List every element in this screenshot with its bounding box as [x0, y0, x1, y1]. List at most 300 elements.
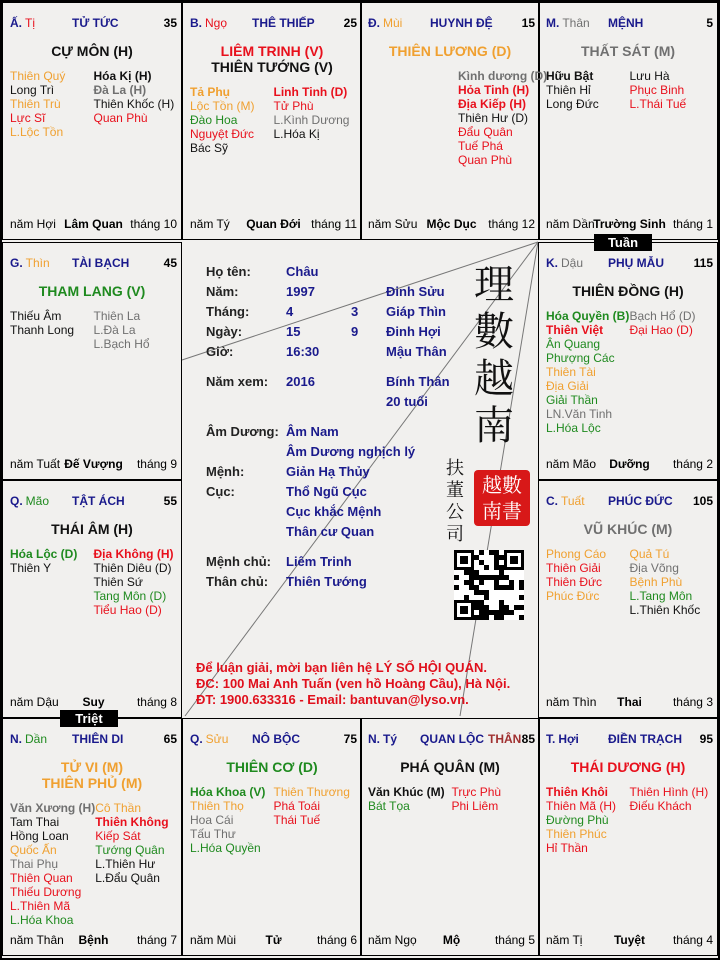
minor-stars [10, 547, 177, 617]
minor-star: Nguyệt Đức [190, 127, 255, 141]
palace-branch: Dậu [561, 256, 584, 270]
minor-star: Hóa Quyền (B) [546, 309, 630, 323]
main-stars [3, 43, 181, 59]
minor-star: Tam Thai [10, 815, 60, 829]
main-star: THIÊN PHỦ (M) [41, 775, 143, 791]
qr-module [479, 550, 484, 555]
minor-star: Thai Phụ [10, 857, 59, 871]
star-column-right [274, 785, 358, 855]
minor-star: Thiên Tài [546, 365, 596, 379]
palace-header [10, 732, 177, 748]
main-stars [183, 43, 361, 75]
palace-year: năm Mão [546, 457, 597, 471]
minor-star: Phục Binh [629, 83, 685, 97]
value-day-solar: 15 [286, 324, 301, 339]
value-view-year-cc: Bính Thân [386, 374, 450, 389]
palace-prefix: N. [10, 732, 22, 746]
minor-star: L.Đẩu Quân [95, 871, 160, 885]
main-stars [3, 521, 181, 537]
palace-branch: Tý [383, 732, 398, 746]
minor-star: Thiên Thương [273, 785, 350, 799]
minor-star: Địa Giải [546, 379, 589, 393]
palace-age: 15 [521, 16, 535, 30]
minor-star: Lưu Hà [629, 69, 670, 83]
palace-mao[interactable] [2, 480, 182, 718]
qr-module [519, 615, 524, 620]
minor-star: Tuế Phá [458, 139, 503, 153]
palace-footer [546, 933, 713, 947]
minor-star: Tiểu Hao (D) [93, 603, 162, 617]
qr-module [454, 575, 459, 580]
palace-name-group [608, 732, 682, 746]
minor-star: Văn Xương (H) [10, 801, 96, 815]
minor-stars [10, 309, 177, 351]
label-cuc: Cục: [206, 484, 235, 499]
palace-dan[interactable] [2, 718, 182, 956]
star-column-left [10, 69, 94, 139]
palace-prefix: B. [190, 16, 202, 30]
qr-module [469, 585, 474, 590]
palace-year: năm Hợi [10, 217, 56, 231]
minor-star: Đà La (H) [93, 83, 147, 97]
minor-star: Hóa Khoa (V) [190, 785, 266, 799]
minor-star: Tử Phù [273, 99, 314, 113]
palace-footer [546, 457, 713, 471]
palace-header [546, 16, 713, 32]
palace-branch: Mão [25, 494, 50, 508]
star-column-left [368, 785, 452, 813]
star-column-left [546, 69, 630, 111]
palace-mui[interactable] [360, 2, 548, 240]
palace-footer [10, 457, 177, 471]
minor-star: L.Đà La [93, 323, 136, 337]
palace-name: PHỤ MẪU [608, 256, 664, 270]
qr-module [514, 605, 519, 610]
minor-star: Thiên Khôi [546, 785, 608, 799]
palace-year: năm Tị [546, 933, 583, 947]
palace-prefix: M. [546, 16, 560, 30]
chart-info-center [184, 244, 540, 720]
qr-module [484, 615, 489, 620]
palace-name-group [72, 732, 123, 746]
palace-footer [190, 933, 357, 947]
life-stage: Bệnh [78, 933, 109, 947]
life-stage: Thai [617, 695, 642, 709]
minor-star: Thiên Thọ [190, 799, 244, 813]
value-year: 1997 [286, 284, 315, 299]
star-column-left [10, 309, 94, 351]
minor-star: Tả Phụ [190, 85, 231, 99]
minor-star: Ân Quang [546, 337, 601, 351]
palace-footer [546, 695, 713, 709]
palace-dau[interactable] [538, 242, 718, 480]
palace-name-group [430, 16, 493, 30]
minor-star: Phượng Các [546, 351, 615, 365]
qr-module [499, 615, 504, 620]
qr-module [460, 606, 468, 614]
main-stars [539, 283, 717, 299]
minor-star: Thiên Giải [546, 561, 601, 575]
minor-star: Lộc Tồn (M) [190, 99, 255, 113]
minor-stars [546, 785, 713, 855]
label-menh: Mệnh: [206, 464, 245, 479]
qr-module [479, 575, 484, 580]
palace-age: 105 [692, 494, 713, 508]
minor-star: Long Trì [10, 83, 55, 97]
palace-branch: Thìn [25, 256, 50, 270]
main-star: THÁI ÂM (H) [51, 521, 133, 537]
minor-star: LN.Văn Tinh [546, 407, 613, 421]
palace-month: tháng 3 [672, 695, 713, 709]
palace-footer [368, 933, 535, 947]
minor-star: Hỉ Thần [546, 841, 588, 855]
palace-month: tháng 5 [494, 933, 535, 947]
value-year-cc: Đinh Sửu [386, 284, 445, 299]
palace-name: THIÊN DI [72, 732, 124, 746]
minor-star: Thiên Quan [10, 871, 73, 885]
palace-name: TẬT ÁCH [72, 494, 125, 508]
minor-star: Tướng Quân [95, 843, 165, 857]
minor-star: Thiên Quý [10, 69, 66, 83]
palace-year: năm Tuất [10, 457, 61, 471]
qr-code[interactable] [454, 550, 524, 620]
palace-branch: Tị [25, 16, 35, 30]
value-cuc: Thổ Ngũ Cục [286, 484, 367, 499]
minor-star: L.Tang Môn [629, 589, 693, 603]
main-stars [3, 759, 181, 791]
qr-module [489, 550, 494, 555]
palace-than[interactable] [538, 2, 718, 240]
palace-footer [10, 217, 177, 231]
palace-name: NÔ BỘC [252, 732, 300, 746]
minor-star: Tấu Thư [190, 827, 236, 841]
star-column-right [95, 801, 177, 927]
life-stage: Dưỡng [609, 457, 650, 471]
minor-star: Giải Thần [546, 393, 598, 407]
main-star: CỰ MÔN (H) [51, 43, 133, 59]
qr-module [474, 555, 479, 560]
palace-branch: Thân [562, 16, 590, 30]
palace-tuat[interactable] [538, 480, 718, 718]
palace-ngo[interactable] [182, 2, 362, 240]
triet-badge: Triệt [60, 710, 118, 727]
minor-star: Thiên Việt [546, 323, 604, 337]
life-stage: Tử [265, 933, 282, 947]
qr-module [494, 610, 499, 615]
palace-name-group [608, 16, 643, 30]
minor-star: Quả Tú [629, 547, 670, 561]
value-menh: Giản Hạ Thủy [286, 464, 370, 479]
palace-prefix: Đ. [368, 16, 380, 30]
star-column-right [630, 785, 714, 855]
minor-star: Thiên Hỉ [546, 83, 591, 97]
palace-name-group [420, 732, 521, 746]
minor-star: Phúc Đức [546, 589, 600, 603]
label-name: Họ tên: [206, 264, 251, 279]
palace-footer [368, 217, 535, 231]
palace-month: tháng 2 [672, 457, 713, 471]
qr-module [474, 605, 479, 610]
palace-year: năm Thìn [546, 695, 597, 709]
qr-module [494, 555, 499, 560]
minor-star: Địa Võng [629, 561, 679, 575]
palace-age: 75 [343, 732, 357, 746]
qr-module [499, 600, 504, 605]
minor-star: L.Hóa Khoa [10, 913, 74, 927]
palace-age: 45 [163, 256, 177, 270]
minor-star: Bát Tọa [368, 799, 410, 813]
palace-header [10, 256, 177, 272]
main-star: THAM LANG (V) [38, 283, 146, 299]
main-stars [539, 43, 717, 59]
qr-module [519, 585, 524, 590]
qr-module [494, 585, 499, 590]
minor-star: Kình dương (D) [458, 69, 548, 83]
value-name: Châu [286, 264, 319, 279]
star-column-right [274, 85, 358, 155]
star-column-right [630, 547, 714, 617]
qr-module [504, 575, 509, 580]
minor-star: L.Thiên Hư [95, 857, 156, 871]
minor-star: Thiên La [93, 309, 141, 323]
minor-star: Thiên Hư (D) [458, 111, 529, 125]
qr-module [460, 556, 468, 564]
minor-star: Văn Khúc (M) [368, 785, 445, 799]
minor-star: Đào Hoa [190, 113, 238, 127]
palace-name: TÀI BẠCH [72, 256, 130, 270]
qr-module [489, 610, 494, 615]
palace-month: tháng 1 [672, 217, 713, 231]
qr-module [484, 595, 489, 600]
palace-age: 85 [521, 732, 535, 746]
palace-month: tháng 12 [488, 217, 535, 231]
minor-star: Tang Môn (D) [93, 589, 167, 603]
qr-module [474, 590, 479, 595]
minor-star: L.Thái Tuế [629, 97, 687, 111]
star-column-right [94, 69, 178, 139]
minor-star: Phong Cáo [546, 547, 607, 561]
minor-star: Bệnh Phù [629, 575, 683, 589]
minor-star: Thiên Mã (H) [546, 799, 617, 813]
palace-footer [190, 217, 357, 231]
palace-age: 55 [163, 494, 177, 508]
minor-star: Thiên Y [10, 561, 52, 575]
qr-module [519, 595, 524, 600]
palace-name: PHÚC ĐỨC [608, 494, 673, 508]
minor-star: Thiên Diêu (D) [93, 561, 172, 575]
minor-stars [190, 85, 357, 155]
palace-suu[interactable] [182, 718, 362, 956]
tuan-badge: Tuần [594, 234, 652, 251]
palace-branch: Dần [25, 732, 48, 746]
main-star: THIÊN LƯƠNG (D) [388, 43, 512, 59]
star-column-left [190, 85, 274, 155]
qr-module [509, 610, 514, 615]
value-month-cc: Giáp Thìn [386, 304, 446, 319]
minor-star: Thiên Phúc [546, 827, 607, 841]
minor-star: Lực Sĩ [10, 111, 46, 125]
minor-star: Hoa Cái [190, 813, 234, 827]
minor-star: Kiếp Sát [95, 829, 141, 843]
palace-name-group [608, 494, 673, 508]
star-column-right [630, 309, 714, 435]
calligraphy-sub: 扶董公司 [446, 458, 464, 545]
palace-ti[interactable] [2, 2, 182, 240]
minor-stars [190, 785, 357, 855]
value-cuc-note2: Thân cư Quan [286, 524, 375, 539]
palace-ty[interactable] [360, 718, 540, 956]
value-than-chu: Thiên Tướng [286, 574, 367, 589]
minor-star: Quan Phù [93, 111, 148, 125]
palace-year: năm Thân [10, 933, 64, 947]
qr-module [464, 580, 469, 585]
value-view-year: 2016 [286, 374, 315, 389]
minor-star: L.Hóa Kị [273, 127, 320, 141]
minor-star: L.Kình Dương [273, 113, 350, 127]
value-hour: 16:30 [286, 344, 320, 359]
value-age: 20 tuổi [386, 394, 428, 409]
minor-stars [546, 69, 713, 111]
palace-month: tháng 7 [136, 933, 177, 947]
minor-star: Thiên Sứ [93, 575, 143, 589]
main-stars [183, 759, 361, 775]
palace-header [546, 256, 713, 272]
qr-module [484, 590, 489, 595]
palace-footer [10, 933, 177, 947]
contact-phone-email[interactable]: ĐT: 1900.633316 - Email: bantuvan@lyso.vn. [196, 692, 469, 707]
palace-month: tháng 6 [316, 933, 357, 947]
palace-age: 65 [163, 732, 177, 746]
qr-module [504, 585, 509, 590]
star-column-left [10, 547, 94, 617]
main-stars [539, 759, 717, 775]
label-am-duong: Âm Dương: [206, 424, 279, 439]
minor-star: Thiên Trù [10, 97, 61, 111]
palace-name-group [252, 732, 300, 746]
palace-name: THÊ THIẾP [252, 16, 315, 30]
main-stars [361, 43, 539, 59]
life-stage: Tuyệt [613, 933, 646, 947]
value-day-cc: Đinh Hợi [386, 324, 441, 339]
main-star: LIÊM TRINH (V) [220, 43, 324, 59]
main-stars [3, 283, 181, 299]
minor-star: Điếu Khách [629, 799, 692, 813]
palace-header [546, 732, 713, 748]
minor-star: Thiên Đức [546, 575, 603, 589]
minor-star: Hữu Bật [546, 69, 594, 83]
minor-star: L.Thiên Mã [10, 899, 71, 913]
palace-footer [10, 695, 177, 709]
palace-header [368, 732, 535, 748]
red-seal-stamp: 越數南書 [474, 470, 530, 526]
palace-hoi[interactable] [538, 718, 718, 956]
contact-address: ĐC: 100 Mai Anh Tuấn (ven hồ Hoàng Cầu), Hà Nội. [196, 676, 511, 691]
minor-star: Long Đức [546, 97, 599, 111]
palace-month: tháng 10 [130, 217, 177, 231]
minor-star: Thiếu Âm [10, 309, 62, 323]
qr-module [494, 550, 499, 555]
palace-name: MỆNH [608, 16, 644, 30]
minor-stars [546, 547, 713, 617]
contact-line-1: Để luận giải, mời bạn liên hệ LÝ SỐ HỘI QUÁN. [196, 660, 487, 675]
minor-star: Hồng Loan [10, 829, 69, 843]
qr-module [479, 590, 484, 595]
palace-year: năm Ngọ [368, 933, 417, 947]
palace-thin[interactable] [2, 242, 182, 480]
palace-header [190, 732, 357, 748]
palace-footer [546, 217, 713, 231]
qr-module [484, 565, 489, 570]
qr-module [504, 605, 509, 610]
qr-module [499, 555, 504, 560]
main-star: THIÊN CƠ (D) [226, 759, 318, 775]
minor-stars [368, 69, 548, 167]
label-view-year: Năm xem: [206, 374, 269, 389]
value-day-lunar: 9 [351, 324, 359, 339]
qr-module [509, 580, 514, 585]
minor-star: Phá Toái [273, 799, 320, 813]
palace-branch: Hợi [558, 732, 579, 746]
minor-star: Bác Sỹ [190, 141, 229, 155]
value-menh-chu: Liêm Trinh [286, 554, 352, 569]
life-stage: Lâm Quan [64, 217, 123, 231]
minor-star: L.Thiên Khốc [629, 603, 701, 617]
palace-prefix: Q. [10, 494, 23, 508]
label-hour: Giờ: [206, 344, 234, 359]
label-month: Tháng: [206, 304, 250, 319]
palace-year: năm Mùi [190, 933, 237, 947]
minor-star: L.Bạch Hổ [93, 337, 150, 351]
minor-star: Linh Tinh (D) [273, 85, 348, 99]
value-month-lunar: 3 [351, 304, 359, 319]
minor-star: Thiên Khốc (H) [93, 97, 175, 111]
minor-star: Địa Không (H) [93, 547, 174, 561]
qr-module [509, 585, 514, 590]
minor-star: Cô Thần [95, 801, 142, 815]
value-am-duong-note: Âm Dương nghịch lý [286, 444, 416, 459]
minor-stars [10, 69, 177, 139]
palace-month: tháng 9 [136, 457, 177, 471]
minor-star: Bạch Hổ (D) [629, 309, 696, 323]
palace-name-group [252, 16, 315, 30]
life-stage: Mộc Dục [426, 217, 477, 231]
palace-name: ĐIỀN TRẠCH [608, 732, 682, 746]
qr-module [494, 580, 499, 585]
minor-star: Thanh Long [10, 323, 75, 337]
palace-age: 5 [706, 16, 713, 30]
life-stage: Suy [82, 695, 105, 709]
minor-star: L.Hóa Quyền [190, 841, 261, 855]
palace-name-group [72, 494, 125, 508]
palace-month: tháng 8 [136, 695, 177, 709]
main-star: THIÊN ĐỒNG (H) [572, 283, 684, 299]
minor-star: Thiên Hình (H) [629, 785, 709, 799]
qr-module [519, 605, 524, 610]
minor-star: Quan Phù [458, 153, 513, 167]
palace-branch: Mùi [383, 16, 403, 30]
qr-module [519, 580, 524, 585]
qr-module [474, 600, 479, 605]
minor-star: Đẩu Quân [458, 125, 513, 139]
palace-prefix: Q. [190, 732, 203, 746]
minor-star: L.Lộc Tồn [10, 125, 64, 139]
minor-star: Hóa Kị (H) [93, 69, 152, 83]
palace-header [10, 16, 177, 32]
calligraphy-logo: 理數越南 [474, 262, 514, 449]
palace-branch: Tuất [561, 494, 585, 508]
qr-module [464, 595, 469, 600]
life-stage: Quan Đới [246, 217, 301, 231]
